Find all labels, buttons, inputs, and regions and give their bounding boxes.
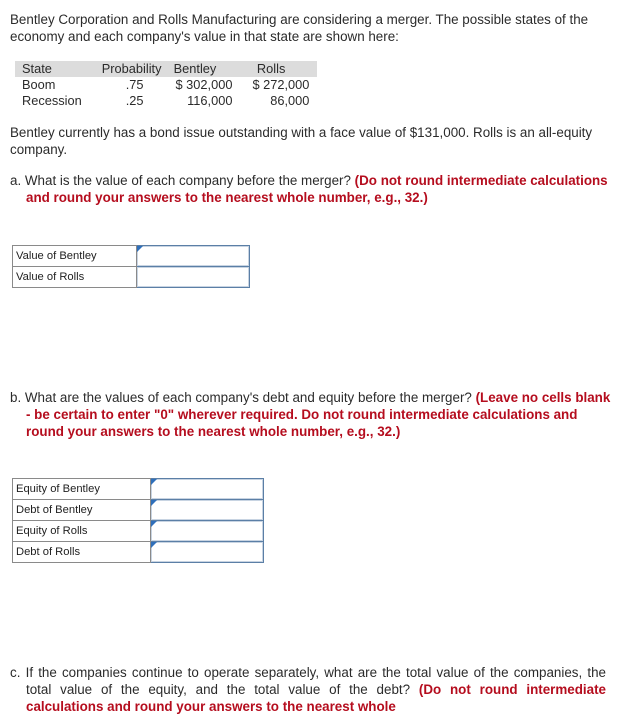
answer-label: Equity of Rolls: [13, 521, 151, 542]
answer-cell: [151, 521, 264, 542]
answer-table-b: [12, 478, 264, 563]
question-b: [10, 389, 616, 440]
answer-row: [13, 521, 264, 542]
answer-row: [13, 267, 250, 288]
question-c-text: If the companies continue to operate separately, what are the total value of the companies, the total value of the equity, and the total value of the debt?: [25, 665, 606, 697]
header-state: State: [22, 61, 52, 76]
cell-probability: .25: [125, 93, 144, 108]
economy-states-table: [15, 61, 317, 109]
cell-rolls-value: $ 272,000: [252, 77, 310, 92]
cell-bentley-value: $ 302,000: [175, 77, 233, 92]
answer-label: Debt of Rolls: [13, 542, 151, 563]
question-c: [10, 664, 606, 715]
header-probability: Probability: [101, 61, 162, 76]
cell-state: Recession: [22, 93, 82, 108]
answer-label: Value of Bentley: [13, 246, 137, 267]
question-b-text: What are the values of each company's debt and equity before the merger?: [24, 390, 472, 405]
bond-paragraph: Bentley currently has a bond issue outstanding with a face value of $131,000. Rolls is an all-equity company.: [10, 125, 593, 157]
debt-of-bentley-input[interactable]: [151, 500, 263, 520]
question-a-instruction: (Do not round intermediate calculations and round your answers to the nearest whole number, e.g., 32.): [26, 173, 608, 205]
header-rolls: Rolls: [256, 61, 286, 76]
answer-label: Debt of Bentley: [13, 500, 151, 521]
question-a: [10, 172, 616, 206]
answer-cell: [137, 267, 250, 288]
states-row-recession: [15, 93, 317, 109]
answer-label: Value of Rolls: [13, 267, 137, 288]
value-of-rolls-input[interactable]: [137, 267, 249, 287]
answer-row: [13, 479, 264, 500]
states-row-boom: [15, 77, 317, 93]
states-header-row: [15, 61, 317, 77]
answer-table-a: [12, 245, 250, 288]
cell-bentley-value: 116,000: [187, 93, 233, 108]
cell-state: Boom: [22, 77, 56, 92]
question-c-prefix: c.: [10, 665, 21, 680]
header-bentley: Bentley: [173, 61, 217, 76]
value-of-bentley-input[interactable]: [137, 246, 249, 266]
answer-label: Equity of Bentley: [13, 479, 151, 500]
cell-rolls-value: 86,000: [270, 93, 310, 108]
answer-row: [13, 500, 264, 521]
answer-cell: [151, 542, 264, 563]
answer-cell: [151, 500, 264, 521]
equity-of-rolls-input[interactable]: [151, 521, 263, 541]
question-b-instruction: (Leave no cells blank - be certain to enter "0" wherever required. Do not round intermediate calculations and round your answers to the nearest whole number, e.g., 32.): [26, 390, 611, 439]
problem-intro: Bentley Corporation and Rolls Manufacturing are considering a merger. The possible states of the economy and each company's value in that state are shown here:: [10, 12, 589, 44]
question-c-instruction: (Do not round intermediate calculations and round your answers to the nearest whole: [26, 682, 606, 714]
answer-row: [13, 246, 250, 267]
cell-probability: .75: [125, 77, 144, 92]
question-a-prefix: a.: [10, 173, 22, 188]
debt-of-rolls-input[interactable]: [151, 542, 263, 562]
answer-cell: [151, 479, 264, 500]
answer-cell: [137, 246, 250, 267]
answer-row: [13, 542, 264, 563]
question-a-text: What is the value of each company before the merger?: [24, 173, 351, 188]
equity-of-bentley-input[interactable]: [151, 479, 263, 499]
question-b-prefix: b.: [10, 390, 22, 405]
